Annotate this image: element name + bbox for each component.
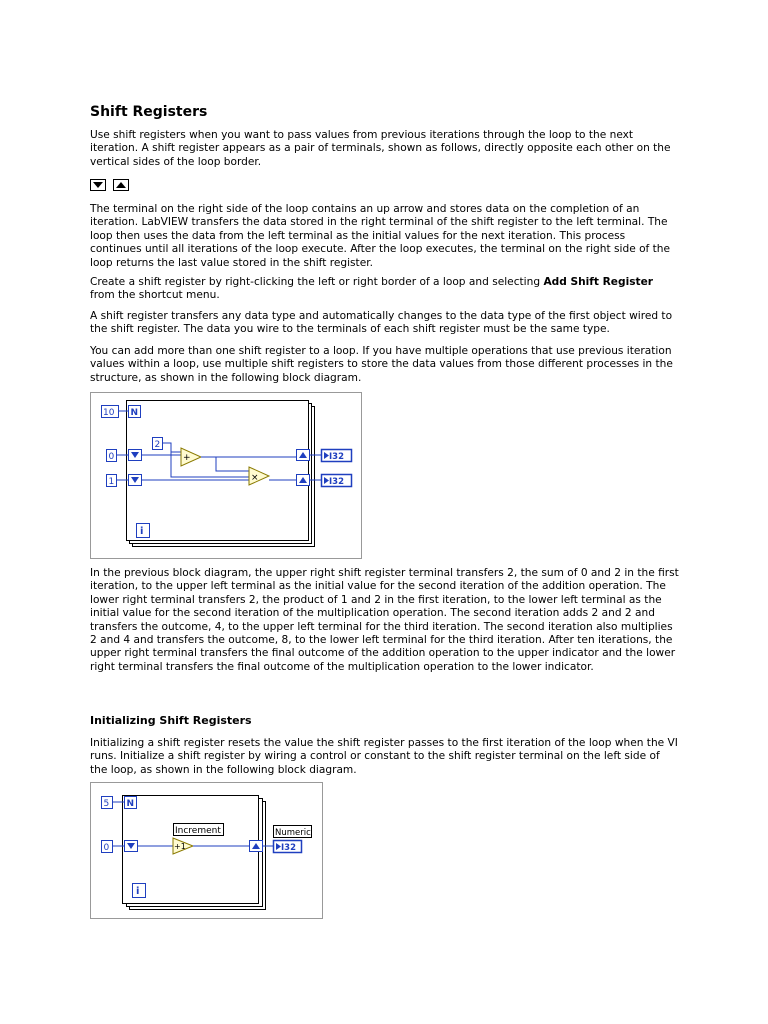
block-diagram-2-svg (91, 783, 322, 918)
constant-0: 0 (108, 452, 115, 462)
add-shift-register-term: Add Shift Register (543, 276, 653, 288)
increment-label: Increment (175, 826, 221, 836)
increment-operator: +1 (174, 842, 186, 851)
page-title: Shift Registers (90, 104, 208, 120)
paragraph-data-type: A shift register transfers any data type and automatically changes to the data type of the first object wired to the shift register. The data you wire to the terminals of each shift register must be the same type. (90, 310, 673, 336)
indicator-upper-label: I32 (329, 452, 344, 462)
indicator-lower-label: I32 (329, 477, 344, 487)
add-operator: + (183, 453, 191, 463)
i2-terminal: i (136, 886, 140, 897)
n2-terminal: N (126, 799, 135, 809)
shift-register-terminal-icons (90, 179, 140, 192)
para3-pre: Create a shift register by right-clicking the left or right border of a loop and selecting (90, 276, 544, 288)
numeric-indicator-label: I32 (281, 843, 296, 853)
paragraph-intro: Use shift registers when you want to pass values from previous iterations through the loop to the next iteration. A shift register appears as a pair of terminals, shown as follows, directly opposite each other on the vertical sides of the loop border. (90, 129, 671, 168)
section-title-initializing: Initializing Shift Registers (90, 714, 252, 727)
paragraph-multiple: You can add more than one shift register to a loop. If you have multiple operations that use previous iteration values within a loop, use multiple shift registers to store the data values from those different processes in the structure, as shown in the following block diagram. (90, 345, 673, 384)
block-diagram-1-svg (91, 393, 361, 558)
para3-post: from the shortcut menu. (90, 289, 220, 302)
numeric-label: Numeric (275, 828, 311, 838)
block-diagram-initialized-shift-register (90, 782, 323, 919)
paragraph-explanation: In the previous block diagram, the upper right shift register terminal transfers 2, the sum of 0 and 2 in the first iteration, to the upper left terminal as the initial value for the second iteration of the addition operation. The lower right terminal transfers 2, the product of 1 and 2 in the first iteration, to the lower left terminal as the initial value for the second iteration of the multiplication operation. The second iteration adds 2 and 2 and transfers the outcome, 4, to the upper left terminal for the third iteration. The second iteration also multiplies 2 and 4 and transfers the outcome, 8, to the lower left terminal for the third iteration. After ten iterations, the upper right terminal transfers the final outcome of the addition operation to the upper indicator and the lower right terminal transfers the final outcome of the multiplication operation to the lower indicator. (90, 567, 679, 673)
block-diagram-multiple-shift-registers (90, 392, 362, 559)
i-terminal: i (140, 526, 144, 537)
constant-1: 1 (108, 477, 115, 487)
n-terminal: N (130, 408, 139, 418)
multiply-operator: × (251, 473, 259, 483)
paragraph-initializing: Initializing a shift register resets the value the shift register passes to the first iteration of the loop when the VI runs. Initialize a shift register by wiring a control or constant to the shift register terminal on the left side of the loop, as shown in the following block diagram. (90, 737, 678, 776)
paragraph-create (90, 276, 680, 303)
paragraph-right-terminal: The terminal on the right side of the loop contains an up arrow and stores data on the completion of an iteration. LabVIEW transfers the data stored in the right terminal of the shift register to the left terminal. The loop then uses the data from the left terminal as the initial values for the next iteration. This process continues until all iterations of the loop execute. After the loop executes, the terminal on the right side of the loop returns the last value stored in the shift register. (90, 203, 671, 269)
n-constant: 10 (103, 408, 115, 418)
n2-constant: 5 (103, 799, 110, 809)
shift-register-terminals (90, 177, 140, 189)
constant2-0: 0 (103, 843, 110, 853)
constant-2: 2 (154, 440, 161, 450)
